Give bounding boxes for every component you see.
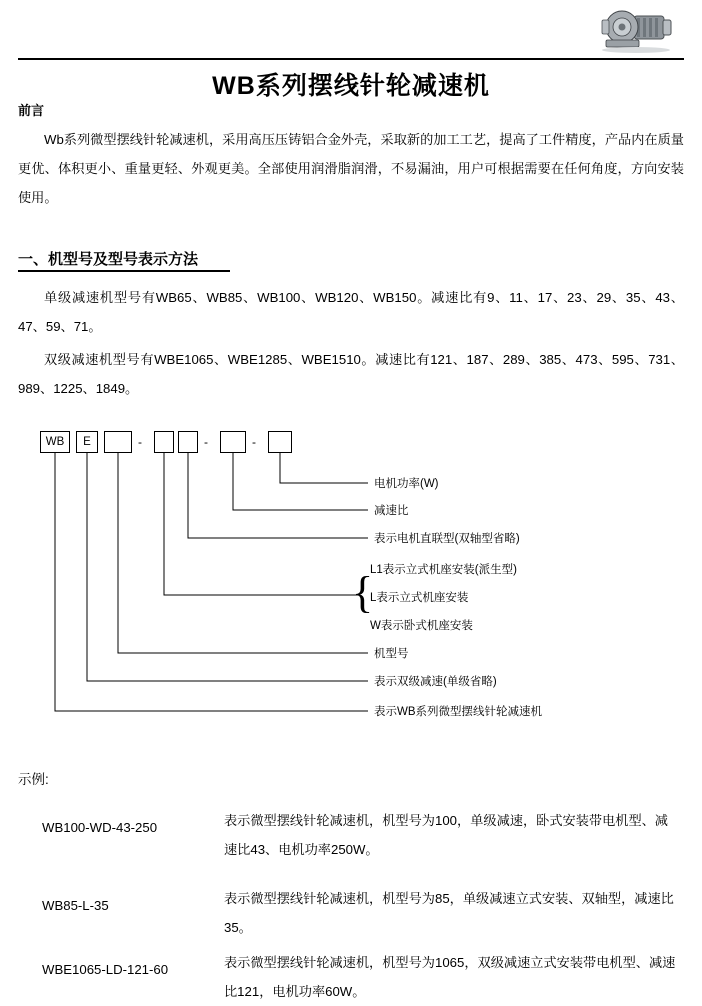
example-code-2: WB85-L-35 <box>42 898 109 913</box>
note-model-no: 机型号 <box>374 648 409 660</box>
example-code-1: WB100-WD-43-250 <box>42 820 158 835</box>
note-series: 表示WB系列微型摆线针轮减速机 <box>374 706 543 718</box>
code-separator-3: - <box>252 435 256 449</box>
note-mount-l: L表示立式机座安装 <box>370 592 469 604</box>
note-two-stage: 表示双级减速(单级省略) <box>374 676 497 688</box>
section-1-heading: 一、机型号及型号表示方法 <box>18 251 199 268</box>
header-divider <box>18 58 684 60</box>
section-1-underline <box>18 270 230 272</box>
example-code-3: WBE1065-LD-121-60 <box>42 962 169 977</box>
preface-text: Wb系列微型摆线针轮减速机，采用高压压铸铝合金外壳，采取新的加工工艺，提高了工件精度，产品内在质量更优、体积更小、重量更轻、外观更美。全部使用润滑脂润滑，不易漏油，用户可根据需要在任何角度，方向安装使用。 <box>18 132 684 205</box>
note-direct-motor: 表示电机直联型(双轴型省略) <box>374 533 520 545</box>
code-separator-2: - <box>204 435 208 449</box>
preface-label: 前言 <box>18 103 45 118</box>
note-motor-power: 电机功率(W) <box>374 478 439 490</box>
section-1-para-2: 双级减速机型号有WBE1065、WBE1285、WBE1510。减速比有121、187、289、385、473、595、731、989、1225、1849。 <box>18 352 684 396</box>
example-desc-1: 表示微型摆线针轮减速机，机型号为100，单级减速，卧式安装带电机型、减速比43、电机功率250W。 <box>224 813 668 857</box>
example-desc-2: 表示微型摆线针轮减速机，机型号为85，单级减速立式安装、双轴型，减速比35。 <box>224 891 674 935</box>
example-desc-3: 表示微型摆线针轮减速机，机型号为1065，双级减速立式安装带电机型、减速比121，电机功率60W。 <box>224 955 676 999</box>
model-code-diagram <box>18 425 684 735</box>
code-box-e: E <box>76 431 98 453</box>
product-photo <box>592 4 684 56</box>
page-title: WB系列摆线针轮减速机 <box>212 72 490 100</box>
code-separator-1: - <box>138 435 142 449</box>
diagram-leader-lines <box>18 425 684 735</box>
note-mount-l1: L1表示立式机座安装(派生型) <box>370 564 517 576</box>
code-box-wb: WB <box>40 431 70 453</box>
note-mount-w: W表示卧式机座安装 <box>370 620 473 632</box>
gear-motor-icon <box>592 4 684 56</box>
mount-variants-brace: { <box>352 568 374 617</box>
section-1-para-1: 单级减速机型号有WB65、WB85、WB100、WB120、WB150。减速比有9、11、17、23、29、35、43、47、59、71。 <box>18 290 684 334</box>
note-ratio: 减速比 <box>374 505 409 517</box>
examples-label: 示例: <box>18 772 49 787</box>
